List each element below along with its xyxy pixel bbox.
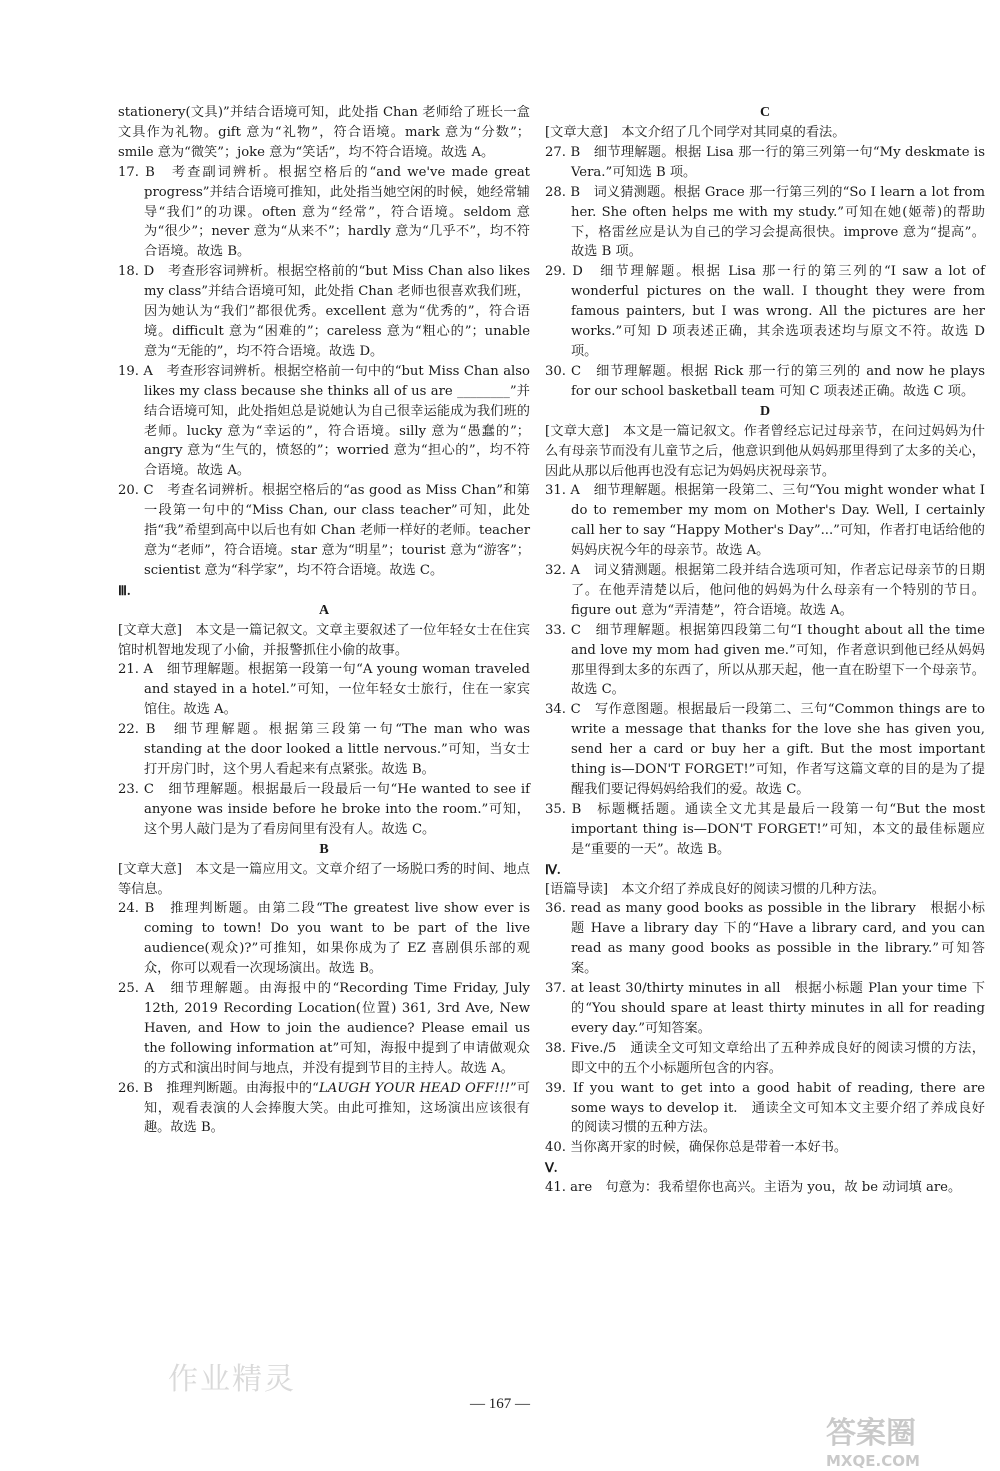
answer-item: 20. C 考查名词辨析。根据空格后的“as good as Miss Chan”和第一段第一句中的“Miss Chan, our class teacher”可知，此处指“我”希望到高中以后也有如 Chan 老师一样好的老师。teacher 意为“老师”，符合语境。star 意为“明星”；tourist 意为“游客”；scientist 意为“科学家”，均不符合语境。故选 C。: [118, 483, 530, 578]
answer-item: 18. D 考查形容词辨析。根据空格前的“but Miss Chan also likes my class”并结合语境可知，此处指 Chan 老师也很喜欢我们班，因为她认为“我们”都很优秀。excellent 意为“优秀的”，符合语境。difficult 意为“困难的”；careless 意为“粗心的”；unable 意为“无能的”，均不符合语境。故选 D。: [118, 264, 530, 359]
answer-item: 24. B 推理判断题。由第二段“The greatest live show ever is coming to town! Do you want to be part of the live audience(观众)?”可推知，如果你成为了 EZ 喜剧俱乐部的观众，你可以观看一次现场演出。故选 B。: [118, 901, 530, 977]
section-heading: B: [319, 841, 329, 857]
article-summary: [文章大意] 本文是一篇应用文。文章介绍了一场脱口秀的时间、地点等信息。: [118, 861, 530, 897]
answer-item: 37. at least 30/thirty minutes in all 根据小标题 Plan your time 下的“You should spare at least thirty minutes in all for reading every day.”可知答案。: [545, 981, 985, 1036]
watermark-url: MXQE.COM: [826, 1452, 920, 1470]
watermark-logo-right: [826, 1408, 986, 1470]
article-summary: [文章大意] 本文是一篇记叙文。文章主要叙述了一位年轻女士在住宾馆时机智地发现了小偷，并报警抓住小偷的故事。: [118, 622, 530, 658]
answer-item: 35. B 标题概括题。通读全文尤其是最后一段第一句“But the most important thing is—DON'T FORGET!”可知，本文的最佳标题应是“重要的一天”。故选 B。: [545, 801, 985, 857]
watermark-title: 答案圈: [826, 1416, 916, 1451]
answer-item: 25. A 细节理解题。由海报中的“Recording Time Friday, July 12th, 2019 Recording Location(位置) 361, 3rd Ave, New Haven, and How to join the audience? Please email us the following information at”可知，海报中提到了申请做观众的方式和演出时间与地点，并没有提到节目的主持人。故选 A。: [118, 981, 530, 1076]
answer-item: 33. C 细节理解题。根据第四段第二句“I thought about all the time and love my mom had given me.”可知，作者意识到他已经从妈妈那里得到太多的东西了，所以从那天起，他一直在盼望下一个母亲节。故选 C。: [545, 622, 985, 698]
answer-item: 28. B 词义猜测题。根据 Grace 那一行第三列的“So I learn a lot from her. She often helps me with my study.”可知在她(姬蒂)的帮助下，格雷丝应是认为自己的学习会提高很快。improve 意为“提高”。故选 B 项。: [545, 184, 985, 260]
answer-item: 27. B 细节理解题。根据 Lisa 那一行的第三列第一句“My deskmate is Vera.”可知选 B 项。: [545, 144, 985, 180]
answer-item: 21. A 细节理解题。根据第一段第一句“A young woman traveled and stayed in a hotel.”可知，一位年轻女士旅行，住在一家宾馆住。故选 A。: [118, 662, 530, 718]
part-heading: Ⅴ.: [545, 1160, 558, 1176]
answer-item: [118, 1079, 530, 1139]
answer-item: 31. A 细节理解题。根据第一段第二、三句“You might wonder what I do to remember my mom on Mother's Day. Well, I certainly call her to say “Happy Mother's Day”...”可知，作者打电话给他的妈妈庆祝今年的母亲节。故选 A。: [545, 483, 985, 559]
answer-item: 39. If you want to get into a good habit of reading, there are some ways to develop it. 通读全文可知本文主要介绍了养成良好的阅读习惯的五种方法。: [545, 1080, 985, 1136]
page-number: — 167 —: [470, 1396, 530, 1412]
answer-item: 40. 当你离开家的时候，确保你总是带着一本好书。: [545, 1140, 848, 1156]
part-heading: Ⅳ.: [545, 861, 561, 877]
answer-text: ”可知，观看表演的人会捧腹大笑。由此可推知，这场演出应该很有趣。故选 B。: [144, 1080, 530, 1136]
answer-item: 41. are 句意为：我希望你也高兴。主语为 you，故 be 动词填 are。: [545, 1180, 962, 1196]
answer-item: 19. A 考查形容词辨析。根据空格前一句中的“but Miss Chan also likes my class because she thinks all of us are ________”并结合语境可知，此处指妲总是说她认为自己很幸运能成为我们班的老师。lucky 意为“幸运的”，符合语境。silly 意为“愚蠢的”；angry 意为“生气的，愤怒的”；worried 意为“担心的”，均不符合语境。故选 A。: [118, 363, 530, 479]
article-summary: [文章大意] 本文介绍了几个同学对其同桌的看法。: [545, 125, 846, 140]
answer-item: 36. read as many good books as possible in the library 根据小标题 Have a library day 下的“Have a library card, and you can read as many good books as possible in the library.”可知答案。: [545, 901, 985, 977]
watermark-logo-left: 作业精灵: [168, 1362, 296, 1397]
emphasis-text: LAUGH YOUR HEAD OFF!!!: [318, 1080, 510, 1096]
section-heading: D: [759, 403, 771, 419]
answer-item: 38. Five./5 通读全文可知文章给出了五种养成良好的阅读习惯的方法，即文中的五个小标题所包含的内容。: [545, 1040, 985, 1076]
answer-item: 30. C 细节理解题。根据 Rick 那一行的第三列的 and now he plays for our school basketball team 可知 C 项表述正确。故选 C 项。: [545, 363, 985, 399]
answer-item: 17. B 考查副词辨析。根据空格后的“and we've made great progress”并结合语境可推知，此处指当她空闲的时候，她经常辅导“我们”的功课。often 意为“经常”，符合语境。seldom 意为“很少”；never 意为“从来不”；hardly 意为“几乎不”，均不符合语境。故选 B。: [118, 164, 530, 260]
section-heading: A: [318, 602, 330, 618]
answer-item: 29. D 细节理解题。根据 Lisa 那一行的第三列的“I saw a lot of wonderful pictures on the wall. I thought they were from famous painters, but I was wrong. All the pictures are her works.”可知 D 项表述正确，其余选项表述均与原文不符。故选 D 项。: [545, 264, 985, 359]
part-heading: Ⅲ.: [118, 582, 131, 598]
article-summary: [语篇导读] 本文介绍了养成良好的阅读习惯的几种方法。: [545, 881, 885, 897]
text-paragraph: stationery(文具)”并结合语境可知，此处指 Chan 老师给了班长一盒文具作为礼物。gift 意为“礼物”，符合语境。mark 意为“分数”；smile 意为“微笑”；joke 意为“笑话”，均不符合语境。故选 A。: [118, 105, 530, 160]
left-column: [118, 103, 530, 1138]
answer-item: 22. B 细节理解题。根据第三段第一句“The man who was standing at the door looked a little nervous.”可知，当女士打开房门时，这个男人看起来有点紧张。故选 B。: [118, 722, 530, 777]
answer-item: 23. C 细节理解题。根据最后一段最后一句“He wanted to see if anyone was inside before he broke into the room.”可知，这个男人敲门是为了看房间里有没有人。故选 C。: [118, 781, 530, 837]
answer-item: 32. A 词义猜测题。根据第二段并结合选项可知，作者忘记母亲节的日期了。在他弄清楚以后，他问他的妈妈为什么母亲有一个特别的节日。figure out 意为“弄清楚”，符合语境。故选 A。: [545, 563, 985, 618]
right-column: [545, 103, 985, 1198]
answer-text: 26. B 推理判断题。由海报中的“: [118, 1080, 319, 1096]
section-heading: C: [759, 105, 771, 120]
article-summary: [文章大意] 本文是一篇记叙文。作者曾经忘记过母亲节，在问过妈妈为什么有母亲节而没有儿童节之后，他意识到他从妈妈那里得到了太多的关心，因此从那以后他再也没有忘记为妈妈庆祝母亲节。: [545, 423, 985, 479]
answer-item: 34. C 写作意图题。根据最后一段第二、三句“Common things are to write a message that thanks for the love she has given you, send her a card or buy her a gift. But the most important thing is—DON'T FORGET!”可知，作者写这篇文章的目的是为了提醒我们要记得妈妈给我们的爱。故选 C。: [545, 702, 985, 797]
